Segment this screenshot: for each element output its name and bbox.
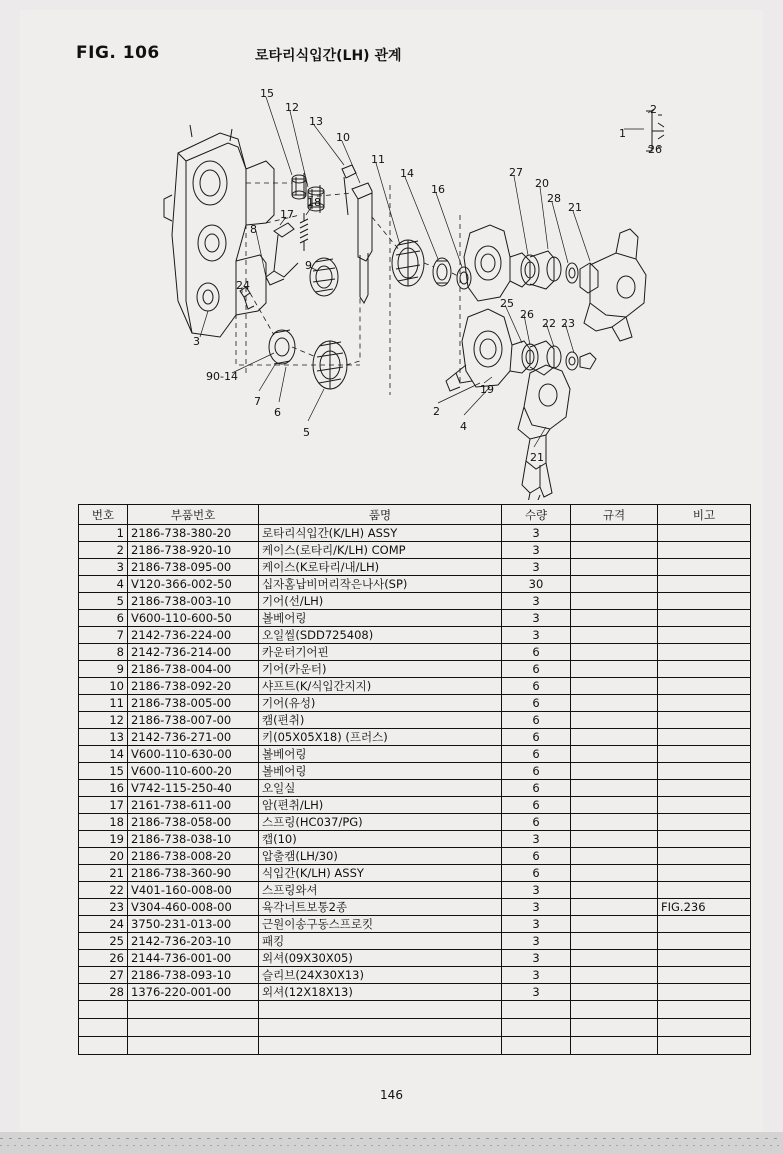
table-row xyxy=(79,763,751,780)
callout-range-start: 1 xyxy=(619,127,626,140)
table-row xyxy=(79,712,751,729)
cell-part-number: 2186-738-007-00 xyxy=(128,712,259,729)
cell-part-number: 3750-231-013-00 xyxy=(128,916,259,933)
cell-part-name: 암(편취/LH) xyxy=(259,797,502,814)
cell-part-name: 스프링(HC037/PG) xyxy=(259,814,502,831)
cell-remark xyxy=(658,695,751,712)
cell-part-name: 패킹 xyxy=(259,933,502,950)
table-row xyxy=(79,882,751,899)
callout-4: 4 xyxy=(460,420,467,433)
cell-part-name: 스프링와셔 xyxy=(259,882,502,899)
cell-part-name: 샤프트(K/식입간지지) xyxy=(259,678,502,695)
callout-12: 12 xyxy=(285,101,299,114)
cell-part-name: 외셔(09X30X05) xyxy=(259,950,502,967)
cell-blank xyxy=(79,1037,128,1055)
cell-spec xyxy=(571,610,658,627)
cell-part-number: 2142-736-214-00 xyxy=(128,644,259,661)
callout-27: 27 xyxy=(509,166,523,179)
cell-part-name: 식입간(K/LH) ASSY xyxy=(259,865,502,882)
cell-remark xyxy=(658,967,751,984)
cell-no: 8 xyxy=(79,644,128,661)
cell-part-number: 2186-738-038-10 xyxy=(128,831,259,848)
cell-part-name: 볼베어링 xyxy=(259,610,502,627)
cell-remark xyxy=(658,950,751,967)
cell-no: 2 xyxy=(79,542,128,559)
table-row xyxy=(79,950,751,967)
cell-quantity: 3 xyxy=(502,984,571,1001)
table-row xyxy=(79,559,751,576)
cell-quantity: 3 xyxy=(502,933,571,950)
callout-90-14: 90-14 xyxy=(206,370,238,383)
cell-quantity: 6 xyxy=(502,797,571,814)
cell-part-number: 2186-738-360-90 xyxy=(128,865,259,882)
cell-part-number: V401-160-008-00 xyxy=(128,882,259,899)
cell-spec xyxy=(571,644,658,661)
table-body xyxy=(79,525,751,1055)
cell-part-name: 캡(10) xyxy=(259,831,502,848)
cell-part-number: 2186-738-004-00 xyxy=(128,661,259,678)
table-row xyxy=(79,610,751,627)
cell-part-number: V304-460-008-00 xyxy=(128,899,259,916)
cell-remark xyxy=(658,763,751,780)
cell-spec xyxy=(571,746,658,763)
cell-spec xyxy=(571,797,658,814)
cell-spec xyxy=(571,967,658,984)
cell-quantity: 6 xyxy=(502,644,571,661)
cell-part-name: 십자홈납비머리작은나사(SP) xyxy=(259,576,502,593)
cell-quantity: 6 xyxy=(502,763,571,780)
cell-spec xyxy=(571,763,658,780)
cell-part-number: 2161-738-611-00 xyxy=(128,797,259,814)
cell-remark xyxy=(658,865,751,882)
callout-21-lower: 21 xyxy=(530,451,544,464)
cell-blank xyxy=(259,1019,502,1037)
cell-part-number: 2142-736-224-00 xyxy=(128,627,259,644)
table-row xyxy=(79,661,751,678)
cell-quantity: 6 xyxy=(502,780,571,797)
cell-quantity: 3 xyxy=(502,542,571,559)
cell-spec xyxy=(571,559,658,576)
table-row xyxy=(79,746,751,763)
cell-quantity: 6 xyxy=(502,746,571,763)
cell-blank xyxy=(259,1001,502,1019)
cell-spec xyxy=(571,542,658,559)
table-row-blank xyxy=(79,1019,751,1037)
cell-remark xyxy=(658,916,751,933)
cell-no: 16 xyxy=(79,780,128,797)
cell-part-number: 2186-738-920-10 xyxy=(128,542,259,559)
cell-part-name: 외셔(12X18X13) xyxy=(259,984,502,1001)
cell-no: 1 xyxy=(79,525,128,542)
cell-remark xyxy=(658,610,751,627)
cell-part-number: 2186-738-058-00 xyxy=(128,814,259,831)
table-row xyxy=(79,865,751,882)
cell-part-name: 케이스(K로타리/내/LH) xyxy=(259,559,502,576)
table-row xyxy=(79,814,751,831)
table-row xyxy=(79,933,751,950)
cell-part-name: 케이스(로타리/K/LH) COMP xyxy=(259,542,502,559)
cell-no: 14 xyxy=(79,746,128,763)
cell-quantity: 6 xyxy=(502,678,571,695)
cell-no: 5 xyxy=(79,593,128,610)
cell-no: 24 xyxy=(79,916,128,933)
cell-part-name: 기어(선/LH) xyxy=(259,593,502,610)
cell-quantity: 3 xyxy=(502,950,571,967)
table-row xyxy=(79,967,751,984)
table-row xyxy=(79,695,751,712)
cell-remark xyxy=(658,661,751,678)
cell-spec xyxy=(571,916,658,933)
cell-spec xyxy=(571,984,658,1001)
cell-remark xyxy=(658,712,751,729)
cell-blank xyxy=(128,1037,259,1055)
cell-quantity: 3 xyxy=(502,559,571,576)
cell-part-number: 2186-738-005-00 xyxy=(128,695,259,712)
cell-spec xyxy=(571,865,658,882)
callout-7: 7 xyxy=(254,395,261,408)
figure-number: FIG. 106 xyxy=(76,43,160,63)
cell-part-name: 근원이송구동스프로킷 xyxy=(259,916,502,933)
callout-14: 14 xyxy=(400,167,414,180)
cell-no: 6 xyxy=(79,610,128,627)
cell-part-number: 2142-736-271-00 xyxy=(128,729,259,746)
cell-no: 4 xyxy=(79,576,128,593)
cell-quantity: 6 xyxy=(502,729,571,746)
callout-17: 17 xyxy=(280,208,294,221)
cell-remark xyxy=(658,814,751,831)
cell-remark: FIG.236 xyxy=(658,899,751,916)
callout-16: 16 xyxy=(431,183,445,196)
cell-blank xyxy=(658,1001,751,1019)
callout-22: 22 xyxy=(542,317,556,330)
cell-spec xyxy=(571,593,658,610)
cell-part-number: V600-110-630-00 xyxy=(128,746,259,763)
cell-part-name: 육각너트보통2종 xyxy=(259,899,502,916)
table-row xyxy=(79,780,751,797)
scan-noise-strip xyxy=(0,1132,783,1154)
callout-18: 18 xyxy=(307,196,321,209)
cell-part-number: 2186-738-380-20 xyxy=(128,525,259,542)
cell-quantity: 3 xyxy=(502,882,571,899)
cell-part-name: 오일씰(SDD725408) xyxy=(259,627,502,644)
cell-part-name: 기어(유성) xyxy=(259,695,502,712)
cell-no: 25 xyxy=(79,933,128,950)
cell-part-name: 슬리브(24X30X13) xyxy=(259,967,502,984)
cell-blank xyxy=(502,1037,571,1055)
cell-part-name: 압출캠(LH/30) xyxy=(259,848,502,865)
cell-blank xyxy=(571,1037,658,1055)
cell-part-number: 2186-738-092-20 xyxy=(128,678,259,695)
cell-no: 17 xyxy=(79,797,128,814)
cell-remark xyxy=(658,933,751,950)
cell-no: 19 xyxy=(79,831,128,848)
cell-quantity: 3 xyxy=(502,916,571,933)
cell-no: 18 xyxy=(79,814,128,831)
callout-15: 15 xyxy=(260,87,274,100)
callout-range-2: 2 xyxy=(650,103,657,116)
cell-no: 7 xyxy=(79,627,128,644)
callout-range-26: 26 xyxy=(648,143,662,156)
cell-spec xyxy=(571,831,658,848)
cell-part-number: 2186-738-003-10 xyxy=(128,593,259,610)
cell-spec xyxy=(571,695,658,712)
cell-blank xyxy=(658,1037,751,1055)
cell-part-number: 2186-738-095-00 xyxy=(128,559,259,576)
table-header xyxy=(79,505,751,525)
col-header-no: 번호 xyxy=(79,505,128,525)
cell-spec xyxy=(571,729,658,746)
cell-blank xyxy=(571,1001,658,1019)
table-row xyxy=(79,678,751,695)
cell-quantity: 3 xyxy=(502,627,571,644)
cell-quantity: 6 xyxy=(502,661,571,678)
table-row xyxy=(79,525,751,542)
cell-remark xyxy=(658,797,751,814)
cell-no: 23 xyxy=(79,899,128,916)
callout-3: 3 xyxy=(193,335,200,348)
callout-19: 19 xyxy=(480,383,494,396)
cell-no: 3 xyxy=(79,559,128,576)
callout-10: 10 xyxy=(336,131,350,144)
page-title: 로타리식입간(LH) 관계 xyxy=(255,48,402,64)
cell-spec xyxy=(571,525,658,542)
col-header-spec: 규격 xyxy=(571,505,658,525)
table-row xyxy=(79,627,751,644)
callout-23: 23 xyxy=(561,317,575,330)
cell-no: 11 xyxy=(79,695,128,712)
cell-quantity: 3 xyxy=(502,967,571,984)
cell-part-number: 2186-738-093-10 xyxy=(128,967,259,984)
cell-quantity: 6 xyxy=(502,695,571,712)
callout-20: 20 xyxy=(535,177,549,190)
cell-remark xyxy=(658,831,751,848)
cell-quantity: 30 xyxy=(502,576,571,593)
cell-spec xyxy=(571,780,658,797)
cell-no: 26 xyxy=(79,950,128,967)
cell-spec xyxy=(571,627,658,644)
callout-11: 11 xyxy=(371,153,385,166)
callout-13: 13 xyxy=(309,115,323,128)
cell-no: 12 xyxy=(79,712,128,729)
table-row xyxy=(79,831,751,848)
cell-blank xyxy=(658,1019,751,1037)
cell-blank xyxy=(571,1019,658,1037)
cell-remark xyxy=(658,559,751,576)
col-header-remark: 비고 xyxy=(658,505,751,525)
table-row-blank xyxy=(79,1001,751,1019)
cell-remark xyxy=(658,593,751,610)
cell-part-number: 2186-738-008-20 xyxy=(128,848,259,865)
table-row xyxy=(79,916,751,933)
cell-no: 13 xyxy=(79,729,128,746)
cell-spec xyxy=(571,950,658,967)
table-row xyxy=(79,729,751,746)
cell-part-name: 로타리식입간(K/LH) ASSY xyxy=(259,525,502,542)
cell-spec xyxy=(571,882,658,899)
col-header-part: 부품번호 xyxy=(128,505,259,525)
sheet xyxy=(20,10,763,1132)
cell-remark xyxy=(658,542,751,559)
cell-spec xyxy=(571,899,658,916)
cell-remark xyxy=(658,576,751,593)
cell-no: 28 xyxy=(79,984,128,1001)
callout-2: 2 xyxy=(433,405,440,418)
table-row xyxy=(79,848,751,865)
cell-spec xyxy=(571,933,658,950)
cell-part-number: 2144-736-001-00 xyxy=(128,950,259,967)
cell-part-number: V600-110-600-50 xyxy=(128,610,259,627)
cell-blank xyxy=(128,1019,259,1037)
cell-spec xyxy=(571,661,658,678)
cell-remark xyxy=(658,882,751,899)
callout-8: 8 xyxy=(250,223,257,236)
parts-table xyxy=(78,504,751,1055)
cell-no: 9 xyxy=(79,661,128,678)
cell-quantity: 6 xyxy=(502,712,571,729)
cell-blank xyxy=(502,1001,571,1019)
cell-blank xyxy=(79,1019,128,1037)
col-header-name: 품명 xyxy=(259,505,502,525)
cell-no: 20 xyxy=(79,848,128,865)
cell-no: 15 xyxy=(79,763,128,780)
table-row xyxy=(79,797,751,814)
table-row xyxy=(79,576,751,593)
callout-25: 25 xyxy=(500,297,514,310)
callout-24: 24 xyxy=(236,279,250,292)
cell-part-name: 오일실 xyxy=(259,780,502,797)
cell-no: 22 xyxy=(79,882,128,899)
cell-part-name: 캠(편취) xyxy=(259,712,502,729)
callout-26: 26 xyxy=(520,308,534,321)
cell-spec xyxy=(571,712,658,729)
cell-quantity: 6 xyxy=(502,848,571,865)
callout-6: 6 xyxy=(274,406,281,419)
cell-quantity: 6 xyxy=(502,814,571,831)
cell-quantity: 6 xyxy=(502,865,571,882)
callout-9: 9 xyxy=(305,259,312,272)
cell-spec xyxy=(571,678,658,695)
page-number: 146 xyxy=(380,1088,403,1102)
cell-blank xyxy=(128,1001,259,1019)
cell-remark xyxy=(658,780,751,797)
cell-remark xyxy=(658,644,751,661)
cell-blank xyxy=(79,1001,128,1019)
cell-remark xyxy=(658,984,751,1001)
cell-spec xyxy=(571,848,658,865)
cell-part-number: 1376-220-001-00 xyxy=(128,984,259,1001)
callout-28: 28 xyxy=(547,192,561,205)
diagram-svg xyxy=(60,65,740,500)
cell-quantity: 3 xyxy=(502,525,571,542)
cell-remark xyxy=(658,525,751,542)
table-row xyxy=(79,593,751,610)
callout-21-upper: 21 xyxy=(568,201,582,214)
cell-remark xyxy=(658,848,751,865)
cell-part-name: 볼베어링 xyxy=(259,763,502,780)
table-header-row xyxy=(79,505,751,525)
table-row xyxy=(79,542,751,559)
cell-no: 27 xyxy=(79,967,128,984)
table-row-blank xyxy=(79,1037,751,1055)
cell-part-number: V600-110-600-20 xyxy=(128,763,259,780)
cell-part-name: 기어(카운터) xyxy=(259,661,502,678)
cell-part-number: V742-115-250-40 xyxy=(128,780,259,797)
parts-table-container xyxy=(78,504,716,1055)
cell-blank xyxy=(259,1037,502,1055)
cell-part-number: 2142-736-203-10 xyxy=(128,933,259,950)
col-header-qty: 수량 xyxy=(502,505,571,525)
cell-part-name: 볼베어링 xyxy=(259,746,502,763)
cell-part-name: 카운터기어핀 xyxy=(259,644,502,661)
cell-remark xyxy=(658,678,751,695)
cell-quantity: 3 xyxy=(502,899,571,916)
cell-quantity: 3 xyxy=(502,610,571,627)
cell-remark xyxy=(658,746,751,763)
cell-spec xyxy=(571,576,658,593)
table-row xyxy=(79,899,751,916)
cell-part-number: V120-366-002-50 xyxy=(128,576,259,593)
cell-blank xyxy=(502,1019,571,1037)
callout-5: 5 xyxy=(303,426,310,439)
table-row xyxy=(79,984,751,1001)
cell-remark xyxy=(658,627,751,644)
cell-spec xyxy=(571,814,658,831)
cell-remark xyxy=(658,729,751,746)
cell-quantity: 3 xyxy=(502,593,571,610)
cell-part-name: 키(05X05X18) (프러스) xyxy=(259,729,502,746)
exploded-diagram xyxy=(60,65,740,500)
cell-no: 21 xyxy=(79,865,128,882)
cell-no: 10 xyxy=(79,678,128,695)
cell-quantity: 3 xyxy=(502,831,571,848)
table-row xyxy=(79,644,751,661)
